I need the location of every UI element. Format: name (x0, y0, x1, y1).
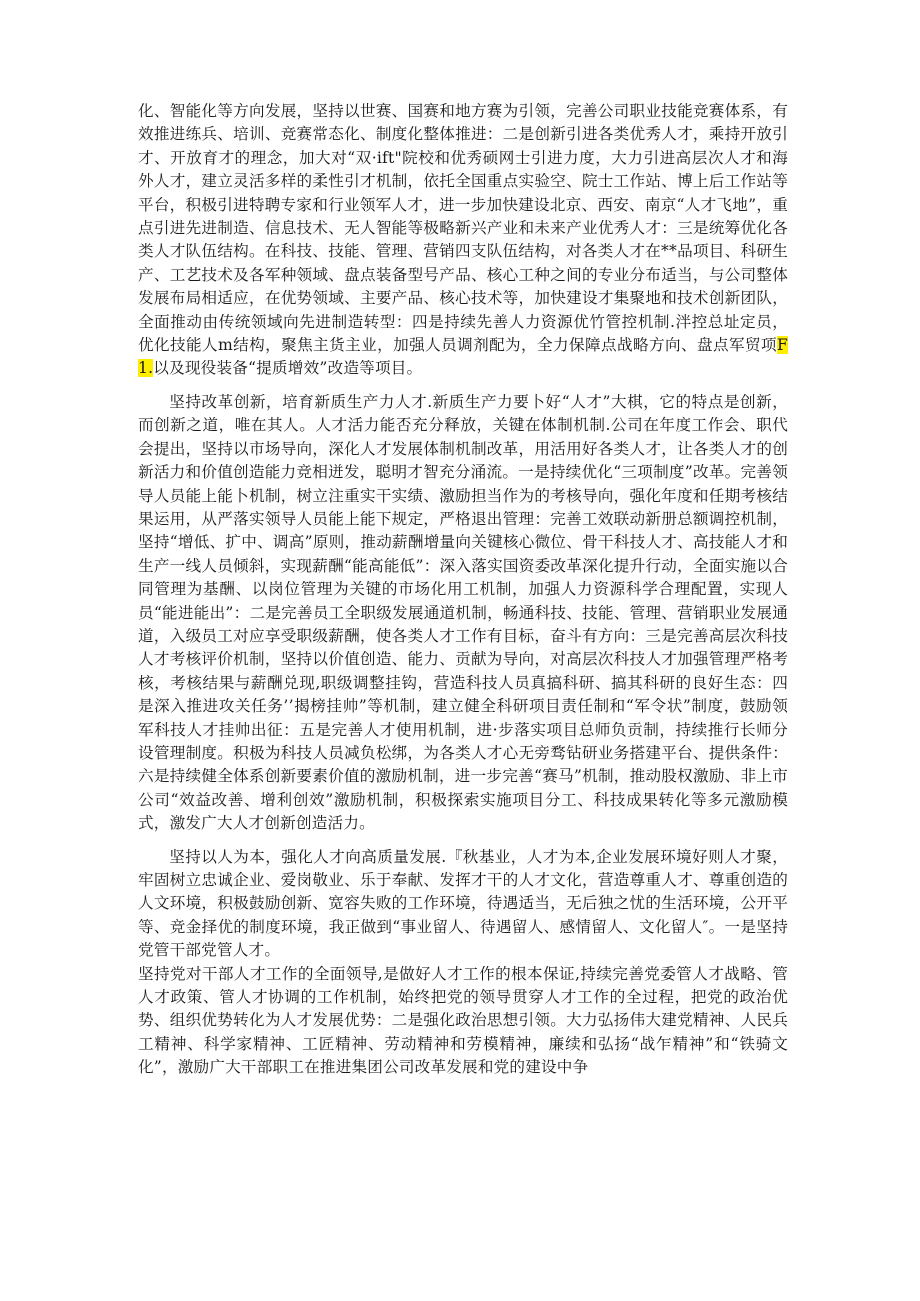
paragraph-1 (138, 100, 788, 381)
paragraph-2: 坚持改革创新，培育新质生产力人才.新质生产力要卜好“人才”大棋，它的特点是创新，而创新之道，唯在其人。人才活力能否充分释放，关键在体制机制.公司在年度工作会、职代会提出，坚持以市场导向，深化人才发展体制机制改革，用活用好各类人才，让各类人才的创新活力和价值创造能力竞相迸发，聪明才智充分涌流。一是持续优化“三项制度”改革。完善领导人员能上能卜机制，树立注重实干实绩、激励担当作为的考核导向，强化年度和任期考核结果运用，从严落实领导人员能上能下规定，严格退出管理：完善工效联动新册总额调控机制，坚持“增低、扩中、调高”原则，推动薪酬增量向关键核心微位、骨干科技人才、高技能人才和生产一线人员倾斜，实现薪酬“能高能低”：深入落实国资委改革深化提升行动，全面实施以合同管理为基酬、以岗位管理为关键的市场化用工机制，加强人力资源科学合理配置，实现人员“能进能出”：二是完善员工全职级发展通道机制，畅通科技、技能、管理、营销职业发展通道，入级员工对应享受职级薪酬，使各类人才工作有目标，奋斗有方向：三是完善高层次科技人才考核评价机制，坚持以价值创造、能力、贡献为导向，对高层次科技人才加强管理严格考核，考核结果与薪酬兑现,职级调整挂钩，营造科技人员真搞科研、搞其科研的良好生态：四是深入推进攻关任务’’揭榜挂帅”等机制，建立健全科研项目责任制和“军令状”制度，鼓励领军科技人才挂帅出征：五是完善人才使用机制，进·步落实项目总师负贡制，持续推行长师分设管理制度。积极为科技人员减负松绑，为各类人才心无旁骛钻研业务搭建平台、提供条件：六是持续健全体系创新要素价值的激励机制，进一步完善“赛马”机制，推动股权激励、非上市公司“效益改善、增利创效”激励机制，积极探索实施项目分工、科技成果转化等多元激励模式，激发广大人才创新创造活力。 (138, 392, 788, 833)
paragraph-1-text: 化、智能化等方向发展，坚持以世赛、国赛和地方赛为引领，完善公司职业技能竞赛体系，有效推进练兵、培训、竞赛常态化、制度化整体推进：二是创新引进各类优秀人才，乘持开放引才、开放育才的理念，加大对“双·ift"院校和优秀硕网士引进力度，大力引进高层次人才和海外人才，建立灵活多样的柔性引才机制，依托全国重点实验空、院士工作站、博上后工作站等平台，积极引进特聘专家和行业领军人才，进一步加快建设北京、西安、南京“人才飞地”，重点引进先进制造、信息技术、无人智能等极略新兴产业和未来产业优秀人才：三是统筹优化各类人才队伍结构。在科技、技能、管理、营销四支队伍结构，对各类人才在**品项目、科研生产、工艺技术及各军种领域、盘点装备型号产品、核心工种之间的专业分布适当，与公司整体发展布局相适应，在优势领域、主要产品、核心技术等，加快建设才集聚地和技术创新团队，全面推动由传统领域向先进制造转型：四是持续先善人力资源优竹管控机制.泮控总址定员，优化技能人m结构，聚焦主货主业，加强人员调剂配为，全力保障点战略方向、盘点军贸项 (138, 102, 788, 355)
document-body (138, 100, 788, 1080)
highlighted-text: F1. (138, 336, 788, 378)
paragraph-4: 坚持党对干部人才工作的全面领导,是做好人才工作的根本保证,持续完善党委管人才战略、管人才政策、管人才协调的工作机制，始终把党的领导贯穿人才工作的全过程，把党的政治优势、组织优势转化为人才发展优势：二是强化政治思想引领。大力弘扬伟大建党精神、人民兵工精神、科学家精神、工匠精神、劳动精神和劳模精神，廉续和弘扬“战乍精神”和“铁骑文化”，激励广大干部职工在推进集团公司改革发展和党的建设中争 (138, 964, 788, 1077)
paragraph-3: 坚持以人为本，强化人才向高质量发展.『秋基业，人才为本,企业发展环境好则人才聚，牢固树立忠诚企业、爱岗敬业、乐于奉献、发挥才干的人才文化，营造尊重人才、尊重创造的人文环境，积极鼓励创新、宽容失败的工作环境，待遇适当，无后独之忧的生活环境，公开平等、竞金择优的制度环境，我正做到“事业留人、待遇留人、感情留人、文化留人″。一是坚持党管干部党管人才。 (138, 847, 788, 960)
paragraph-1-text-end: 以及现役装备“提质增效”改造等项目。 (153, 359, 423, 378)
